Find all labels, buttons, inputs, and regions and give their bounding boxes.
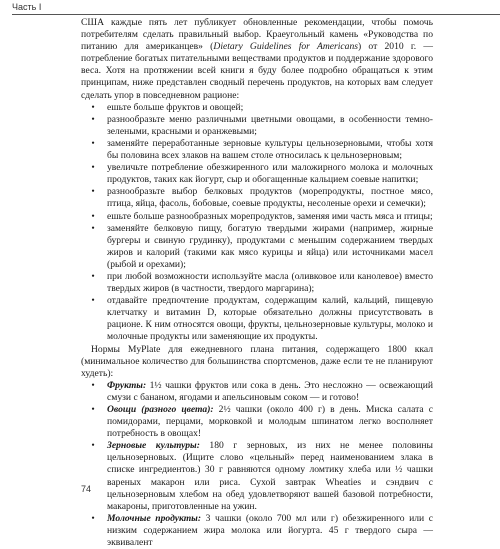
recommendation-text: увеличьте потребление обезжиренного или маложирного молока и молочных продуктов, таких как йогурт, сыр и обогащенные кальцием соевые напитки; [107,162,433,186]
recommendation-text: ешьте больше фруктов и овощей; [107,101,244,113]
myplate-item-text: 3 чашки (около 700 мл или г) обезжиренного или с низким содержанием жира молока или йогурта. 45 г твердого сыра — эквивалент [107,512,433,549]
intro-text-2: ) от 2010 г. — потребление богатых питательными веществами продуктов и поддержание здорового веса. Хотя на протяжении всей книги я буду более подробно обращаться к этим принципам, ниже представлен сводный перечень продуктов, на которых вам следует сделать упор в повседневном рационе: [81,41,434,101]
recommendation-item [81,114,433,138]
recommendation-item [81,223,433,271]
recommendation-text: отдавайте предпочтение продуктам, содержащим калий, кальций, пищевую клетчатку и витамин D, которые обязательно должны присутствовать в рационе. К ним относятся овощи, фрукты, цельнозерновые культуры, молоко и молочные продукты или заменяющие их продукты. [107,295,433,343]
recommendation-item [81,138,433,162]
bullet-marker: • [91,404,95,415]
recommendation-item [81,211,433,223]
recommendations-list [81,102,433,344]
recommendation-item [81,186,433,210]
myplate-item [81,380,433,404]
myplate-item-text: 2½ чашки (около 400 г) в день. Миска салата с помидорами, перцами, морковкой и молодым шпинатом легко восполняет потребность в овощах! [107,404,433,440]
bullet-marker: • [91,295,95,307]
myplate-item-text: 1½ чашки фруктов или сока в день. Это несложно — освежающий смузи с бананом, ягодами и апельсиновым соком — и готово! [107,379,433,403]
myplate-item-label: Зерновые культуры: [107,440,200,452]
myplate-item-label: Фрукты: [107,379,147,391]
recommendation-text: ешьте больше разнообразных морепродуктов, заменяя ими часть мяса и птицы; [107,210,433,222]
bullet-marker: • [91,210,95,222]
bullet-marker: • [91,137,95,149]
recommendation-text: при любой возможности используйте масла (оливковое или канолевое) вместо твердых жиров (в частности, твердого маргарина); [107,270,433,295]
myplate-item-label: Молочные продукты: [107,512,202,524]
bullet-marker: • [91,440,95,452]
myplate-item [81,404,433,440]
intro-paragraph [81,17,433,102]
recommendation-text: заменяйте переработанные зерновые культуры цельнозерновыми, чтобы хотя бы половина всех злаков на вашем столе относилась к цельнозерновым; [107,137,433,162]
myplate-intro: Нормы MyPlate для ежедневного плана питания, содержащего 1800 ккал (минимальное количество для большинства спортсменов, даже если те не планируют худеть): [81,343,433,379]
recommendation-item [81,162,433,186]
intro-text-1: США каждые пять лет публикует обновленные рекомендации, чтобы помочь потребителям сделать правильный выбор. Краеугольный камень «Руководства по питанию для американцев» ( [81,17,433,53]
bullet-marker: • [91,379,95,391]
myplate-item-label: Овощи (разного цвета): [107,404,214,415]
bullet-marker: • [91,186,95,198]
myplate-norms-list [81,380,433,549]
bullet-marker: • [91,222,95,234]
page-number: 74 [81,484,92,494]
bullet-marker: • [91,113,95,125]
bullet-marker: • [91,512,95,524]
recommendation-text: заменяйте белковую пищу, богатую твердыми жирами (например, жирные бургеры и свиную грудинку), продуктами с меньшим содержанием твердых жиров и калорий (такими как мясо курицы и яйца) или источниками масел (рыбой и орехами); [107,222,433,270]
myplate-item [81,513,433,549]
recommendation-item [81,271,433,295]
page-body [81,17,433,549]
bullet-marker: • [91,101,95,113]
myplate-item [81,440,433,513]
myplate-item-text: 180 г зерновых, из них не менее половины цельнозерновых. (Ищите слово «цельный» перед наименованием злака в списке ингредиентов.) 30 г равняются одному ломтику хлеба или ½ чашки вареных макарон или риса. Сухой завтрак Wheaties и сэндвич с цельнозерновым хлебом на обед удовлетворяют вашей базовой потребности, макароны, приготовленные на ужин. [107,440,433,512]
recommendation-text: разнообразьте выбор белковых продуктов (морепродукты, постное мясо, птица, яйца, фасоль, бобовые, соевые продукты, несоленые орехи и семечки); [107,186,433,210]
recommendation-item [81,295,433,343]
recommendation-item [81,102,433,114]
recommendation-text: разнообразьте меню различными цветными овощами, в особенности темно-зелеными, красными и оранжевыми; [107,113,433,137]
bullet-marker: • [91,270,95,282]
bullet-marker: • [91,162,95,174]
intro-title-en: Dietary Guidelines for Americans [213,41,358,53]
running-header: Часть I [12,2,42,12]
header-rule [12,14,500,15]
